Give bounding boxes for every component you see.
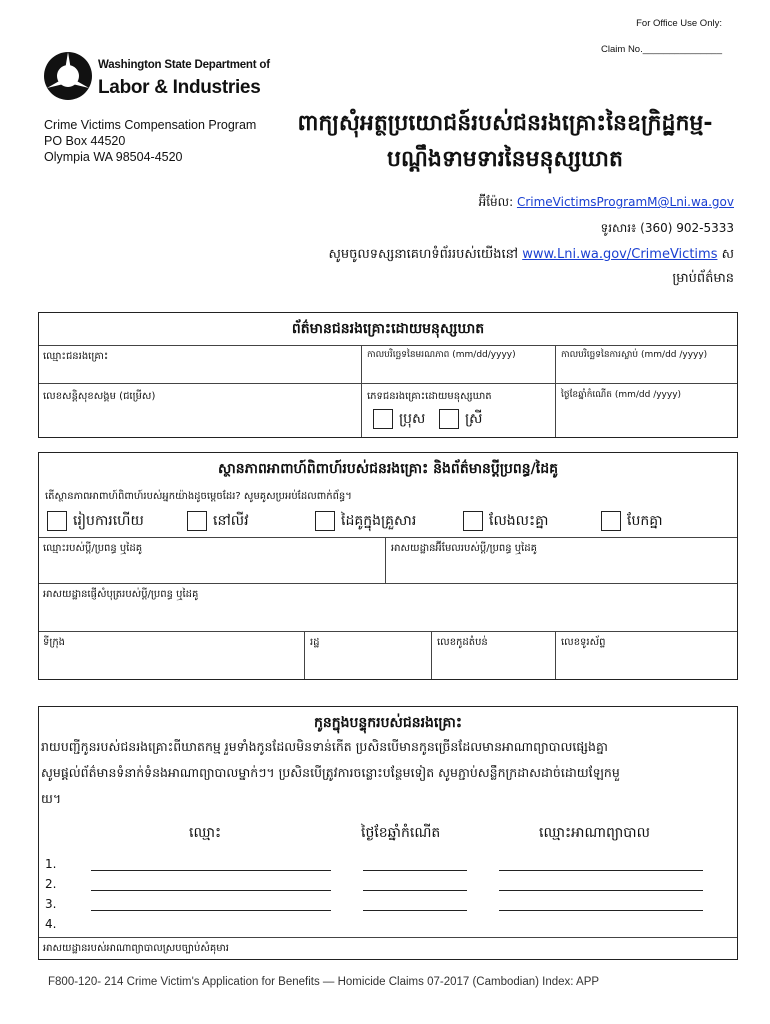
child-row-2-dob[interactable] <box>363 890 467 891</box>
divorced-label: លែងលះគ្នា <box>489 513 549 529</box>
marital-question: តើស្ថានភាពអាពាហ៍ពិពាហ៍របស់អ្នកយ៉ាងដូចម្តេចដែរ? សូមគូសប្រអប់ដែលពាក់ព័ន្ធ។ <box>45 491 352 502</box>
form-title-line1: ពាក្យសុំអត្ថប្រយោជន៍របស់ជនរងគ្រោះនៃឧក្រិដ្ឋកម្ម- <box>297 111 713 136</box>
claim-number: Claim No._______________ <box>601 44 722 55</box>
divorced-checkbox[interactable] <box>463 511 483 531</box>
dependent-children-header: កូនក្នុងបន្ទុករបស់ជនរងគ្រោះ <box>313 715 463 731</box>
single-checkbox[interactable] <box>187 511 207 531</box>
child-row-1-number: 1. <box>45 857 57 871</box>
child-row-3-guardian[interactable] <box>499 910 703 911</box>
spouse-address-field[interactable]: អាសយដ្ឋានផ្ញើសំបុត្ររបស់ប្តី/ប្រពន្ធ ឬដៃគូ <box>43 589 199 600</box>
website-suffix: ស <box>721 247 734 262</box>
col-child-name: ឈ្មោះ <box>189 825 222 841</box>
victim-name-field[interactable]: ឈ្មោះជនរងគ្រោះ <box>43 351 109 362</box>
separated-label: បែកគ្នា <box>627 513 663 529</box>
separated-checkbox[interactable] <box>601 511 621 531</box>
female-label: ស្រី <box>465 411 483 427</box>
date-of-death-field[interactable]: កាលបរិច្ឆេទនៃការស្លាប់ (mm/dd /yyyy) <box>561 350 708 360</box>
email-line <box>479 194 734 212</box>
child-row-1-guardian[interactable] <box>499 870 703 871</box>
dependent-children-section <box>38 706 738 960</box>
fax-line: ទូរសារ៖ (360) 902-5333 <box>600 221 734 235</box>
lni-logo-icon <box>42 50 94 102</box>
child-row-3-number: 3. <box>45 897 57 911</box>
victim-info-header: ព័ត៌មានជនរងគ្រោះដោយមនុស្សឃាត <box>291 321 485 337</box>
website-line <box>329 246 735 265</box>
email-label: អ៊ីម៉ែល: <box>478 195 514 209</box>
married-label: រៀបការហើយ <box>73 513 144 529</box>
form-footer: F800-120- 214 Crime Victim's Application for Benefits — Homicide Claims 07-2017 (Cambodian) Index: APP <box>48 976 600 988</box>
col-child-dob: ថ្ងៃខែឆ្នាំកំណើត <box>361 825 441 841</box>
children-instructions-line3: យ។ <box>41 791 62 806</box>
office-use-label: For Office Use Only: <box>636 18 722 29</box>
child-row-2-name[interactable] <box>91 890 331 891</box>
agency-name-line2: Labor & Industries <box>98 77 261 98</box>
married-checkbox[interactable] <box>47 511 67 531</box>
address-line3: Olympia WA 98504-4520 <box>44 150 183 164</box>
domestic-partner-label: ដៃគូក្នុងគ្រួសារ <box>341 513 417 529</box>
date-of-injury-field[interactable]: កាលបរិច្ឆេទនៃមរណភាព (mm/dd/yyyy) <box>367 350 516 360</box>
address-line2: PO Box 44520 <box>44 134 126 148</box>
victim-sex-label: ភេទជនរងគ្រោះដោយមនុស្សឃាត <box>367 391 492 402</box>
spouse-name-field[interactable]: ឈ្មោះរបស់ប្តី/ប្រពន្ធ ឬដៃគូ <box>43 543 143 554</box>
city-field[interactable]: ទីក្រុង <box>43 637 66 648</box>
male-label: ប្រុស <box>399 411 426 427</box>
state-field[interactable]: រដ្ឋ <box>310 637 320 648</box>
form-title-line2: បណ្តឹងទាមទារនៃមនុស្សឃាត <box>387 147 623 172</box>
children-instructions-line2: សូមផ្តល់ព័ត៌មានទំនាក់ទំនងអាណាព្យាបាលម្នាក់ៗ។ ប្រសិនបើត្រូវការចន្លោះបន្ថែមទៀត សូមភ្ជាប់សន្លឹកក្រដាសដាច់ដោយឡែកមួ <box>41 765 620 780</box>
email-link[interactable]: CrimeVictimsProgramM@Lni.wa.gov <box>516 195 734 209</box>
zip-field[interactable]: លេខកូដតំបន់ <box>437 637 488 648</box>
marital-status-header: ស្ថានភាពអាពាហ៍ពិពាហ៍របស់ជនរងគ្រោះ និងព័ត៌មានប្តីប្រពន្ធ/ដៃគូ <box>218 461 558 477</box>
website-prefix: សូមចូលទស្សនាគេហទំព័ររបស់យើងនៅ <box>328 247 519 262</box>
marital-status-section <box>38 452 738 680</box>
child-row-3-name[interactable] <box>91 910 331 911</box>
website-link[interactable]: www.Lni.wa.gov/CrimeVictims <box>522 247 718 262</box>
agency-name-line1: Washington State Department of <box>98 59 270 71</box>
children-instructions-line1: រាយបញ្ជីកូនរបស់ជនរងគ្រោះពីឃាតកម្ម រួមទាំងកូនដែលមិនទាន់កើត ប្រសិនបើមានកូនច្រើនដែលមានអាណាព្យាបាលផ្សេងគ្នា <box>41 739 608 754</box>
domestic-partner-checkbox[interactable] <box>315 511 335 531</box>
child-row-2-number: 2. <box>45 877 57 891</box>
child-row-1-name[interactable] <box>91 870 331 871</box>
col-guardian-name: ឈ្មោះអាណាព្យាបាល <box>539 825 650 841</box>
male-checkbox[interactable] <box>373 409 393 429</box>
female-checkbox[interactable] <box>439 409 459 429</box>
lni-logo <box>42 50 94 106</box>
single-label: នៅលីវ <box>213 513 249 529</box>
guardian-address-field[interactable]: អាសយដ្ឋានរបស់អាណាព្យាបាលស្របច្បាប់សំគុមារ <box>43 943 229 954</box>
address-line1: Crime Victims Compensation Program <box>44 118 257 132</box>
victim-info-section <box>38 312 738 438</box>
ssn-field[interactable]: លេខសន្តិសុខសង្គម (ជម្រើស) <box>43 391 156 402</box>
child-row-2-guardian[interactable] <box>499 890 703 891</box>
phone-field[interactable]: លេខទូរស័ព្ទ <box>561 637 606 648</box>
spouse-email-field[interactable]: អាសយដ្ឋានអ៊ីមែលរបស់ប្តី/ប្រពន្ធ ឬដៃគូ <box>391 543 538 554</box>
birth-date-field[interactable]: ថ្ងៃខែឆ្នាំកំណើត (mm/dd /yyyy) <box>561 390 682 400</box>
child-row-1-dob[interactable] <box>363 870 467 871</box>
child-row-3-dob[interactable] <box>363 910 467 911</box>
website-line2: ម្រាប់ព័ត៌មាន <box>672 271 734 286</box>
child-row-4-number: 4. <box>45 917 57 931</box>
